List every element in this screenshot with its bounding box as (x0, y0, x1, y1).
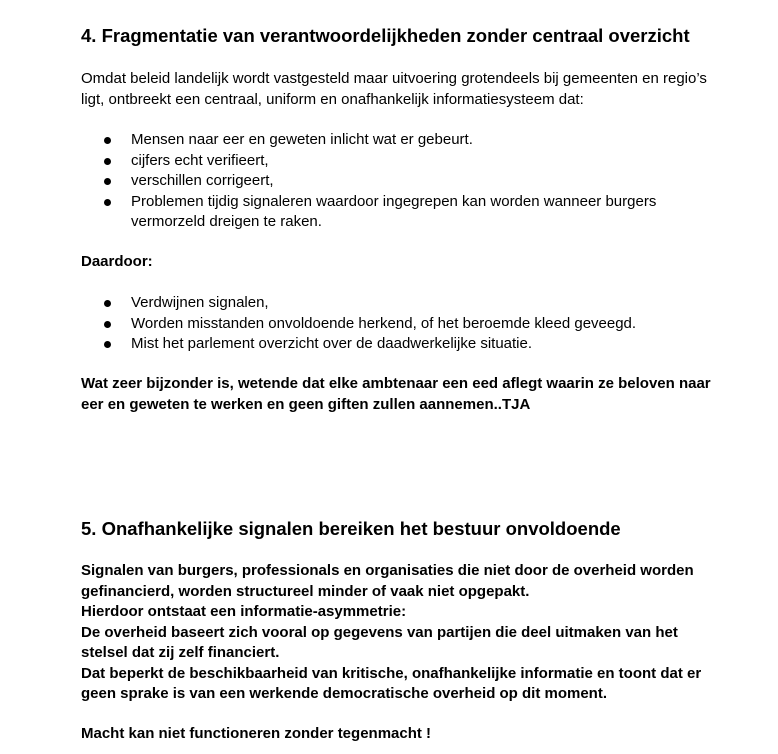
daardoor-bullet-list (81, 293, 741, 355)
list-item-text: verschillen corrigeert, (131, 172, 274, 189)
list-item-text: Worden misstanden onvoldoende herkend, of het beroemde kleed geveegd. (131, 314, 637, 332)
list-item-text: Problemen tijdig signaleren waardoor ingegrepen kan worden wanneer burgers (131, 192, 657, 210)
remark-line: eer en geweten te werken en geen giften zullen aannemen..TJA (81, 395, 531, 413)
section-5-body (81, 561, 741, 705)
list-item (81, 130, 741, 151)
body-line: Signalen van burgers, professionals en organisaties die niet door de overheid worden (81, 562, 694, 579)
bullet-icon (104, 137, 111, 144)
bullet-icon (104, 341, 111, 348)
list-item-text: cijfers echt verifieert, (131, 151, 269, 169)
list-item-text: Verdwijnen signalen, (131, 294, 269, 311)
bullet-icon (104, 300, 111, 307)
remark-line: Wat zeer bijzonder is, wetende dat elke ambtenaar een eed aflegt waarin ze beloven naar (81, 375, 711, 392)
body-line: De overheid baseert zich vooral op gegevens van partijen die deel uitmaken van het (81, 623, 678, 641)
bullet-icon (104, 158, 111, 165)
section-4-bullet-list (81, 130, 741, 233)
section-4-remark (81, 374, 741, 415)
list-item (81, 334, 741, 355)
list-item-text: Mensen naar eer en geweten inlicht wat er gebeurt. (131, 131, 473, 148)
body-line: Hierdoor ontstaat een informatie-asymmetrie: (81, 603, 407, 620)
bullet-icon (104, 178, 111, 185)
body-line: Dat beperkt de beschikbaarheid van kritische, onafhankelijke informatie en toont dat er (81, 664, 702, 682)
list-item-text: Mist het parlement overzicht over de daadwerkelijke situatie. (131, 335, 533, 352)
list-item (81, 171, 741, 192)
intro-line: ligt, ontbreekt een centraal, uniform en onafhankelijk informatiesysteem dat: (81, 90, 584, 108)
list-item (81, 293, 741, 314)
bullet-icon (104, 199, 111, 206)
list-item (81, 314, 741, 335)
section-4-intro (81, 69, 741, 110)
section-4-heading: 4. Fragmentatie van verantwoordelijkheden zonder centraal overzicht (81, 25, 690, 46)
list-item (81, 192, 741, 233)
list-item (81, 151, 741, 172)
body-line: gefinancierd, worden structureel minder of vaak niet opgepakt. (81, 582, 530, 600)
closing-statement: Macht kan niet functioneren zonder tegenmacht ! (81, 725, 432, 742)
intro-line: Omdat beleid landelijk wordt vastgesteld maar uitvoering grotendeels bij gemeenten en regio’s (81, 70, 707, 87)
daardoor-label: Daardoor: (81, 253, 153, 270)
section-5-heading: 5. Onafhankelijke signalen bereiken het bestuur onvoldoende (81, 518, 621, 539)
list-item-text-continued: vermorzeld dreigen te raken. (131, 213, 322, 230)
bullet-icon (104, 321, 111, 328)
body-line: geen sprake is van een werkende democratische overheid op dit moment. (81, 685, 608, 702)
body-line: stelsel dat zij zelf financiert. (81, 644, 280, 661)
